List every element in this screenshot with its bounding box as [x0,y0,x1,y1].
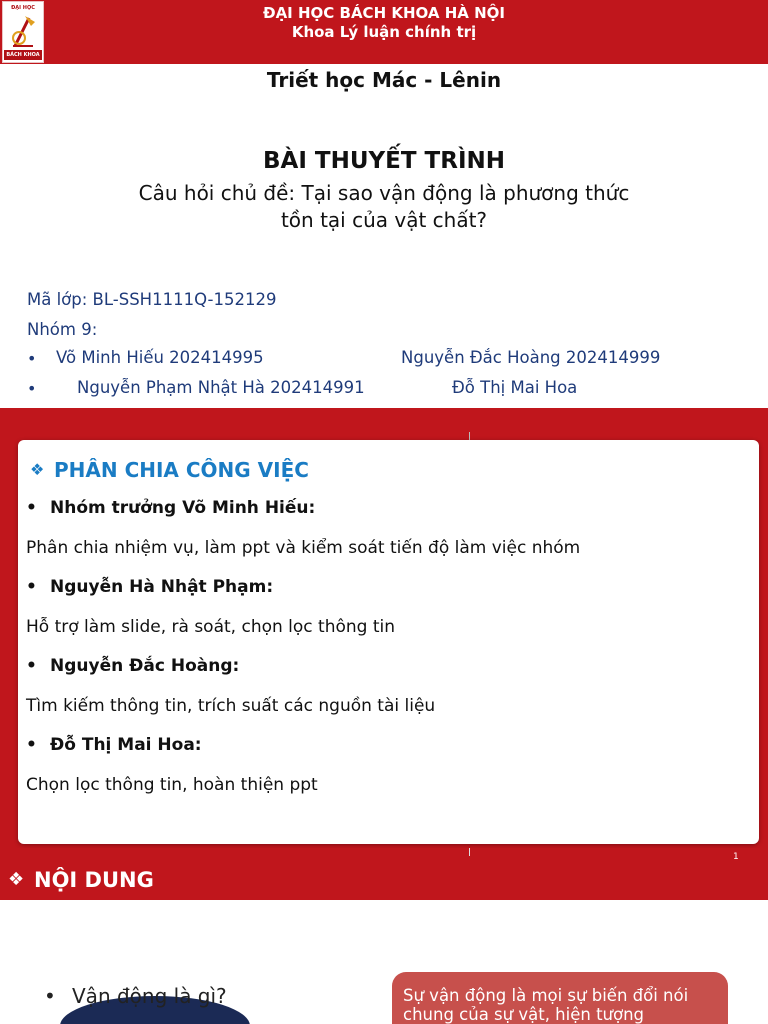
group-label: Nhóm 9: [27,320,98,339]
course-title: Triết học Mác - Lênin [266,68,502,92]
question-text: Vận động là gì? [72,984,227,1008]
university-name: ĐẠI HỌC BÁCH KHOA HÀ NỘI [263,4,505,22]
class-code: Mã lớp: BL-SSH1111Q-152129 [27,290,277,309]
role-bullet: • [26,735,37,755]
content-card [18,440,759,844]
logo-bottom-text: BÁCH KHOA [4,50,42,60]
section-heading-text: PHÂN CHIA CÔNG VIỆC [54,458,309,482]
work-division-slide [0,416,768,848]
role-bullet: • [26,577,37,597]
member-name: Nguyễn Phạm Nhật Hà 202414991 [77,378,365,397]
role-bullet: • [26,656,37,676]
title-slide [0,0,768,410]
faculty-name: Khoa Lý luận chính trị [291,23,477,41]
role-task: Tìm kiếm thông tin, trích suất các nguồn tài liệu [26,696,436,716]
member-name: Đỗ Thị Mai Hoa [452,378,578,397]
member-name: Nguyễn Đắc Hoàng 202414999 [401,348,661,367]
logo-top-text: ĐẠI HỌC [11,5,35,11]
diamond-bullet-icon: ❖ [8,869,25,890]
role-name: Nguyễn Hà Nhật Phạm: [50,577,274,597]
role-task: Phân chia nhiệm vụ, làm ppt và kiểm soát tiến độ làm việc nhóm [26,538,581,558]
presentation-subtitle: Câu hỏi chủ đề: Tại sao vận động là phương thức tồn tại của vật chất? [138,181,630,232]
role-task: Hỗ trợ làm slide, rà soát, chọn lọc thông tin [26,617,396,637]
diamond-bullet-icon: ❖ [30,460,45,479]
definition-callout [392,972,728,1024]
role-task: Chọn lọc thông tin, hoàn thiện ppt [26,775,318,795]
guide-tick [469,848,470,856]
contents-slide [0,848,768,1024]
definition-text: Sự vận động là mọi sự biến đổi nói chung của sự vật, hiện tượng [403,986,689,1024]
role-name: Nhóm trưởng Võ Minh Hiếu: [50,498,316,518]
header-text [0,4,768,42]
role-name: Nguyễn Đắc Hoàng: [50,656,240,676]
role-bullet: • [26,498,37,518]
role-name: Đỗ Thị Mai Hoa: [50,735,202,755]
slide-divider [0,408,768,416]
member-name: Võ Minh Hiếu 202414995 [56,348,264,367]
member-bullet: • [27,379,37,398]
presentation-title: BÀI THUYẾT TRÌNH [262,148,506,174]
contents-heading-text: NỘI DUNG [34,868,154,892]
page-number: 1 [733,852,739,862]
question-bullet: • [44,984,56,1008]
member-bullet: • [27,349,37,368]
